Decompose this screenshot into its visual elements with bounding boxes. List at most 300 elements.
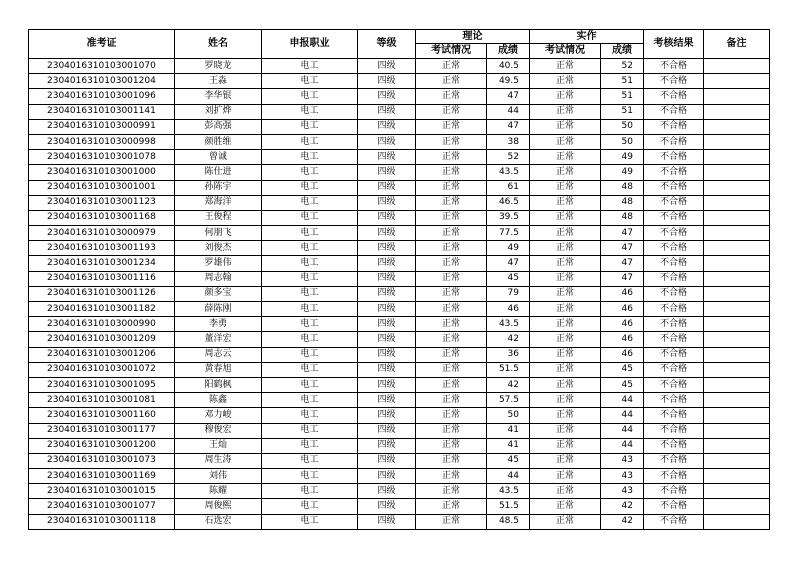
table-row [29,241,770,256]
cell-occupation: 电工 [262,226,358,241]
cell-note [704,438,770,453]
cell-practice-status: 正常 [530,423,601,438]
cell-theory-status: 正常 [416,241,487,256]
cell-note [704,59,770,74]
cell-theory-score: 50 [487,408,530,423]
cell-theory-status: 正常 [416,423,487,438]
cell-result: 不合格 [644,332,704,347]
cell-level: 四级 [358,514,416,529]
cell-name: 彭高强 [175,119,262,134]
cell-level: 四级 [358,165,416,180]
cell-practice-status: 正常 [530,241,601,256]
cell-theory-score: 39.5 [487,210,530,225]
cell-note [704,469,770,484]
cell-practice-score: 50 [601,119,644,134]
cell-exam-id: 2304016310103001015 [29,484,175,499]
cell-practice-status: 正常 [530,210,601,225]
cell-practice-score: 43 [601,453,644,468]
cell-exam-id: 2304016310103001000 [29,165,175,180]
cell-practice-status: 正常 [530,74,601,89]
cell-theory-score: 47 [487,89,530,104]
cell-exam-id: 2304016310103001204 [29,74,175,89]
cell-theory-status: 正常 [416,74,487,89]
cell-theory-score: 51.5 [487,499,530,514]
cell-occupation: 电工 [262,438,358,453]
cell-name: 孙陈宇 [175,180,262,195]
cell-practice-score: 48 [601,180,644,195]
cell-name: 石选宏 [175,514,262,529]
cell-exam-id: 2304016310103001234 [29,256,175,271]
cell-level: 四级 [358,119,416,134]
cell-note [704,408,770,423]
table-row [29,195,770,210]
cell-result: 不合格 [644,438,704,453]
cell-exam-id: 2304016310103001081 [29,393,175,408]
cell-result: 不合格 [644,89,704,104]
cell-theory-score: 38 [487,134,530,149]
cell-note [704,347,770,362]
header-name: 姓名 [175,30,262,59]
cell-theory-score: 77.5 [487,226,530,241]
cell-level: 四级 [358,271,416,286]
cell-name: 王灿 [175,438,262,453]
table-row [29,393,770,408]
cell-level: 四级 [358,499,416,514]
table-row [29,347,770,362]
cell-practice-status: 正常 [530,438,601,453]
table-row [29,317,770,332]
cell-result: 不合格 [644,195,704,210]
table-row [29,226,770,241]
cell-note [704,210,770,225]
cell-occupation: 电工 [262,256,358,271]
cell-occupation: 电工 [262,286,358,301]
results-table [28,29,770,530]
cell-occupation: 电工 [262,210,358,225]
table-row [29,165,770,180]
cell-level: 四级 [358,453,416,468]
cell-practice-score: 52 [601,59,644,74]
cell-name: 罗晓龙 [175,59,262,74]
cell-occupation: 电工 [262,302,358,317]
cell-level: 四级 [358,195,416,210]
cell-occupation: 电工 [262,332,358,347]
cell-name: 邓力峻 [175,408,262,423]
cell-practice-status: 正常 [530,104,601,119]
cell-practice-score: 49 [601,150,644,165]
cell-practice-status: 正常 [530,484,601,499]
cell-note [704,499,770,514]
cell-theory-status: 正常 [416,195,487,210]
cell-name: 颜多宝 [175,286,262,301]
cell-occupation: 电工 [262,393,358,408]
cell-theory-status: 正常 [416,484,487,499]
cell-result: 不合格 [644,119,704,134]
cell-exam-id: 2304016310103001077 [29,499,175,514]
cell-occupation: 电工 [262,423,358,438]
cell-note [704,74,770,89]
cell-theory-status: 正常 [416,104,487,119]
cell-exam-id: 2304016310103001126 [29,286,175,301]
cell-occupation: 电工 [262,271,358,286]
cell-practice-score: 44 [601,408,644,423]
cell-practice-status: 正常 [530,256,601,271]
cell-theory-status: 正常 [416,362,487,377]
cell-theory-status: 正常 [416,150,487,165]
cell-theory-score: 41 [487,438,530,453]
cell-result: 不合格 [644,256,704,271]
cell-occupation: 电工 [262,195,358,210]
header-level: 等级 [358,30,416,59]
cell-level: 四级 [358,134,416,149]
cell-exam-id: 2304016310103001209 [29,332,175,347]
cell-name: 何朋飞 [175,226,262,241]
cell-result: 不合格 [644,362,704,377]
header-theory: 理论 [416,30,530,44]
cell-practice-status: 正常 [530,332,601,347]
header-result: 考核结果 [644,30,704,59]
cell-practice-status: 正常 [530,514,601,529]
cell-level: 四级 [358,438,416,453]
cell-theory-score: 47 [487,256,530,271]
cell-result: 不合格 [644,408,704,423]
cell-note [704,377,770,392]
cell-practice-score: 42 [601,499,644,514]
cell-note [704,393,770,408]
cell-theory-status: 正常 [416,393,487,408]
cell-note [704,286,770,301]
cell-occupation: 电工 [262,377,358,392]
cell-name: 周志云 [175,347,262,362]
cell-practice-score: 51 [601,89,644,104]
cell-practice-status: 正常 [530,302,601,317]
table-row [29,286,770,301]
table-row [29,408,770,423]
cell-result: 不合格 [644,484,704,499]
cell-name: 周志翰 [175,271,262,286]
cell-occupation: 电工 [262,469,358,484]
table-row [29,89,770,104]
cell-result: 不合格 [644,514,704,529]
cell-exam-id: 2304016310103001118 [29,514,175,529]
cell-practice-score: 47 [601,271,644,286]
cell-name: 刘俊杰 [175,241,262,256]
cell-occupation: 电工 [262,119,358,134]
cell-practice-status: 正常 [530,408,601,423]
cell-note [704,484,770,499]
cell-practice-score: 44 [601,393,644,408]
cell-theory-status: 正常 [416,514,487,529]
cell-result: 不合格 [644,104,704,119]
table-row [29,180,770,195]
cell-practice-status: 正常 [530,134,601,149]
cell-exam-id: 2304016310103001168 [29,210,175,225]
cell-occupation: 电工 [262,59,358,74]
cell-practice-score: 43 [601,484,644,499]
cell-level: 四级 [358,74,416,89]
cell-note [704,180,770,195]
table-body [29,59,770,530]
cell-theory-status: 正常 [416,286,487,301]
cell-level: 四级 [358,180,416,195]
cell-practice-status: 正常 [530,195,601,210]
cell-theory-score: 46.5 [487,195,530,210]
cell-note [704,150,770,165]
cell-result: 不合格 [644,210,704,225]
cell-exam-id: 2304016310103001078 [29,150,175,165]
cell-theory-score: 44 [487,469,530,484]
cell-theory-score: 52 [487,150,530,165]
cell-occupation: 电工 [262,347,358,362]
cell-practice-status: 正常 [530,377,601,392]
cell-theory-score: 48.5 [487,514,530,529]
cell-theory-score: 57.5 [487,393,530,408]
cell-practice-score: 46 [601,332,644,347]
cell-theory-score: 43.5 [487,165,530,180]
cell-theory-score: 47 [487,119,530,134]
cell-theory-status: 正常 [416,210,487,225]
cell-exam-id: 2304016310103001169 [29,469,175,484]
cell-theory-score: 45 [487,453,530,468]
cell-exam-id: 2304016310103001177 [29,423,175,438]
cell-practice-score: 42 [601,514,644,529]
cell-practice-status: 正常 [530,499,601,514]
cell-name: 李勇 [175,317,262,332]
table-header [29,30,770,59]
cell-result: 不合格 [644,499,704,514]
cell-practice-status: 正常 [530,317,601,332]
cell-level: 四级 [358,150,416,165]
header-practice: 实作 [530,30,644,44]
cell-result: 不合格 [644,180,704,195]
cell-theory-status: 正常 [416,408,487,423]
cell-occupation: 电工 [262,150,358,165]
cell-occupation: 电工 [262,453,358,468]
cell-practice-status: 正常 [530,469,601,484]
cell-result: 不合格 [644,423,704,438]
cell-occupation: 电工 [262,317,358,332]
cell-practice-score: 45 [601,362,644,377]
cell-practice-status: 正常 [530,453,601,468]
header-note: 备注 [704,30,770,59]
cell-occupation: 电工 [262,514,358,529]
cell-practice-score: 50 [601,134,644,149]
table-row [29,210,770,225]
cell-level: 四级 [358,469,416,484]
table-row [29,150,770,165]
cell-name: 阳鹤枫 [175,377,262,392]
cell-exam-id: 2304016310103001123 [29,195,175,210]
cell-practice-status: 正常 [530,59,601,74]
cell-level: 四级 [358,226,416,241]
cell-theory-status: 正常 [416,180,487,195]
cell-name: 薛陈刚 [175,302,262,317]
cell-note [704,89,770,104]
cell-theory-status: 正常 [416,438,487,453]
cell-theory-score: 43.5 [487,484,530,499]
cell-result: 不合格 [644,317,704,332]
cell-note [704,165,770,180]
cell-name: 周生涛 [175,453,262,468]
cell-exam-id: 2304016310103001072 [29,362,175,377]
cell-practice-score: 44 [601,438,644,453]
table-row [29,302,770,317]
cell-name: 颜胜维 [175,134,262,149]
cell-theory-score: 43.5 [487,317,530,332]
cell-theory-status: 正常 [416,134,487,149]
cell-exam-id: 2304016310103000998 [29,134,175,149]
cell-note [704,241,770,256]
cell-theory-status: 正常 [416,317,487,332]
cell-result: 不合格 [644,134,704,149]
cell-theory-status: 正常 [416,271,487,286]
cell-exam-id: 2304016310103000991 [29,119,175,134]
cell-theory-status: 正常 [416,89,487,104]
cell-occupation: 电工 [262,499,358,514]
cell-occupation: 电工 [262,134,358,149]
cell-result: 不合格 [644,453,704,468]
cell-exam-id: 2304016310103001200 [29,438,175,453]
table-row [29,134,770,149]
cell-practice-score: 51 [601,74,644,89]
cell-practice-score: 49 [601,165,644,180]
cell-theory-status: 正常 [416,499,487,514]
cell-level: 四级 [358,377,416,392]
cell-name: 曾诚 [175,150,262,165]
cell-level: 四级 [358,302,416,317]
header-theory-status: 考试情况 [416,44,487,59]
table-row [29,104,770,119]
cell-practice-status: 正常 [530,165,601,180]
cell-exam-id: 2304016310103001096 [29,89,175,104]
cell-result: 不合格 [644,302,704,317]
cell-note [704,226,770,241]
cell-result: 不合格 [644,286,704,301]
cell-exam-id: 2304016310103001182 [29,302,175,317]
cell-name: 王淼 [175,74,262,89]
table-row [29,271,770,286]
table-row [29,332,770,347]
cell-practice-status: 正常 [530,226,601,241]
cell-level: 四级 [358,332,416,347]
cell-practice-status: 正常 [530,271,601,286]
cell-theory-status: 正常 [416,302,487,317]
table-row [29,423,770,438]
cell-exam-id: 2304016310103001070 [29,59,175,74]
cell-practice-status: 正常 [530,89,601,104]
cell-occupation: 电工 [262,241,358,256]
cell-theory-score: 79 [487,286,530,301]
cell-occupation: 电工 [262,89,358,104]
cell-result: 不合格 [644,150,704,165]
cell-occupation: 电工 [262,408,358,423]
table-row [29,469,770,484]
cell-level: 四级 [358,256,416,271]
cell-result: 不合格 [644,74,704,89]
cell-name: 王俊程 [175,210,262,225]
cell-occupation: 电工 [262,484,358,499]
table-row [29,499,770,514]
table-row [29,453,770,468]
cell-result: 不合格 [644,59,704,74]
cell-result: 不合格 [644,241,704,256]
cell-note [704,256,770,271]
cell-name: 刘扩烨 [175,104,262,119]
cell-exam-id: 2304016310103001160 [29,408,175,423]
cell-exam-id: 2304016310103001116 [29,271,175,286]
cell-practice-score: 47 [601,226,644,241]
cell-exam-id: 2304016310103001001 [29,180,175,195]
cell-practice-status: 正常 [530,362,601,377]
cell-occupation: 电工 [262,180,358,195]
cell-name: 郑海洋 [175,195,262,210]
cell-practice-score: 43 [601,469,644,484]
cell-theory-score: 42 [487,377,530,392]
cell-theory-status: 正常 [416,347,487,362]
cell-theory-score: 61 [487,180,530,195]
cell-level: 四级 [358,59,416,74]
cell-name: 刘伟 [175,469,262,484]
cell-exam-id: 2304016310103001141 [29,104,175,119]
cell-practice-score: 46 [601,286,644,301]
cell-result: 不合格 [644,347,704,362]
cell-level: 四级 [358,286,416,301]
table-row [29,377,770,392]
cell-practice-score: 51 [601,104,644,119]
cell-exam-id: 2304016310103000990 [29,317,175,332]
cell-practice-score: 47 [601,256,644,271]
cell-note [704,514,770,529]
table-row [29,59,770,74]
cell-theory-score: 44 [487,104,530,119]
cell-practice-status: 正常 [530,150,601,165]
cell-exam-id: 2304016310103001193 [29,241,175,256]
cell-note [704,332,770,347]
cell-result: 不合格 [644,393,704,408]
cell-note [704,119,770,134]
cell-practice-score: 48 [601,195,644,210]
cell-name: 周俊熙 [175,499,262,514]
cell-practice-score: 45 [601,377,644,392]
cell-level: 四级 [358,484,416,499]
cell-practice-score: 48 [601,210,644,225]
table-row [29,256,770,271]
cell-name: 陈耀 [175,484,262,499]
header-practice-score: 成绩 [601,44,644,59]
cell-practice-score: 46 [601,317,644,332]
table-row [29,514,770,529]
cell-practice-status: 正常 [530,347,601,362]
cell-result: 不合格 [644,377,704,392]
cell-name: 黄春旭 [175,362,262,377]
cell-theory-status: 正常 [416,377,487,392]
cell-name: 李华银 [175,89,262,104]
cell-name: 罗雄伟 [175,256,262,271]
cell-exam-id: 2304016310103001073 [29,453,175,468]
cell-level: 四级 [358,210,416,225]
cell-note [704,104,770,119]
cell-theory-score: 46 [487,302,530,317]
cell-occupation: 电工 [262,74,358,89]
table-row [29,119,770,134]
cell-theory-status: 正常 [416,469,487,484]
cell-name: 董洋宏 [175,332,262,347]
cell-practice-score: 47 [601,241,644,256]
cell-exam-id: 2304016310103001095 [29,377,175,392]
cell-level: 四级 [358,393,416,408]
cell-theory-status: 正常 [416,453,487,468]
cell-level: 四级 [358,241,416,256]
